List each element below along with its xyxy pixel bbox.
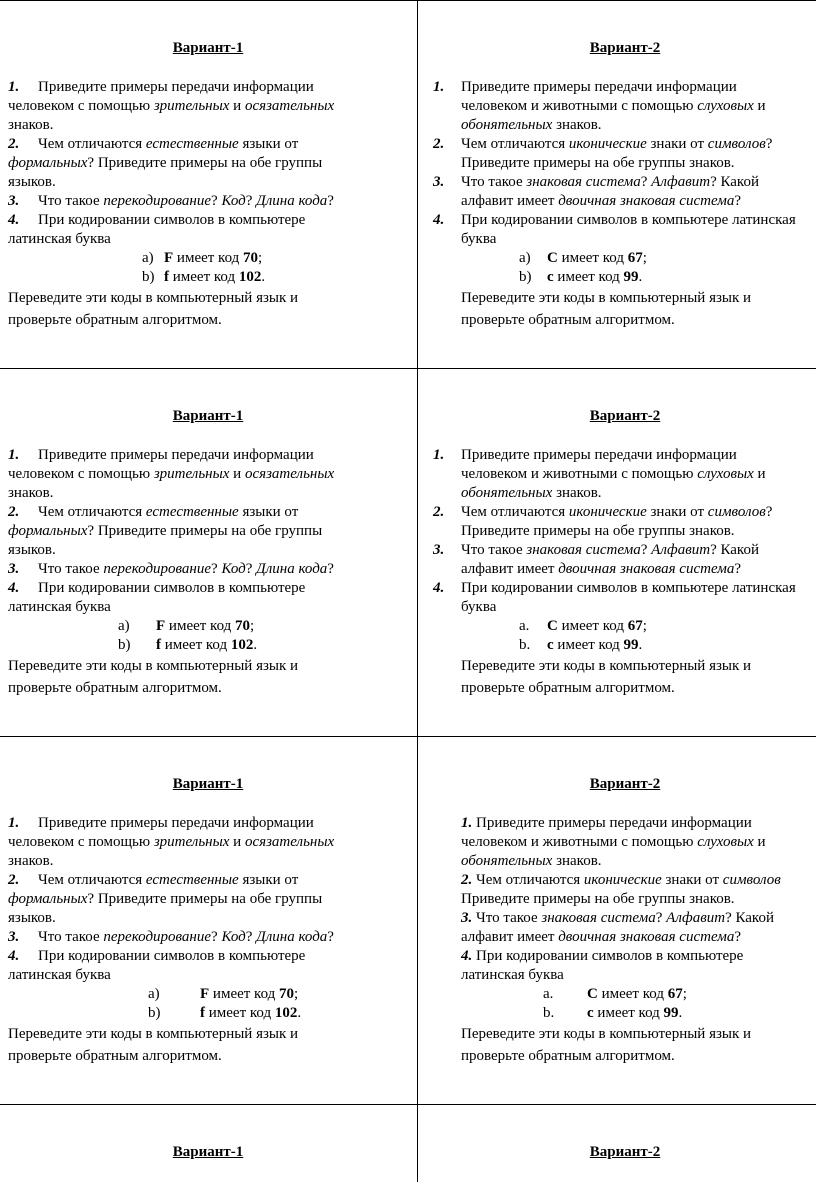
question-2: 2. Чем отличаются иконические знаки от символов	[461, 872, 781, 888]
variant1-card	[8, 0, 416, 368]
variant2-title: Вариант-2	[589, 1144, 661, 1160]
question-4: 4. При кодировании символов в компьютере	[461, 948, 744, 964]
question-2: 2. Чем отличаются иконические знаки от символов?	[433, 504, 773, 520]
variant1-questions: 1. Приведите примеры передачи информации человеком с помощью зрительных и осязательных знаков. 2. Чем отличаются естественные языки от формальных? Приведите примеры на обе группы языков. 3. Что такое перекодирование? Код? Длина кода? 4. При кодировании символов в компьютере латинская буква a) F имеет код 70; b) f имеет код 102. Переведите эти коды в компьютерный язык и проверьте обратным алгоритмом.	[8, 814, 416, 1067]
sub-item-b: b. c имеет код 99.	[543, 1005, 683, 1021]
variant1-card	[8, 1104, 416, 1182]
variant2-title: Вариант-2	[589, 408, 661, 424]
question-3: 3. Что такое перекодирование? Код? Длина кода?	[8, 193, 334, 209]
question-4: 4. При кодировании символов в компьютере	[8, 580, 306, 596]
variant1-card	[8, 736, 416, 1104]
variant2-card	[461, 1104, 816, 1182]
question-2: 2. Чем отличаются иконические знаки от символов?	[433, 136, 773, 152]
variant1-card	[8, 368, 416, 736]
question-1: 1. Приведите примеры передачи информации	[8, 815, 314, 831]
sub-item-b: b. c имеет код 99.	[519, 637, 643, 653]
variant2-questions: 1. Приведите примеры передачи информации человеком и животными с помощью слуховых и обонятельных знаков. 2. Чем отличаются иконические знаки от символов Приведите примеры на обе группы знаков. 3. Что такое знаковая система? Алфавит? Какой алфавит имеет двоичная знаковая система? 4. При кодировании символов в компьютере латинская буква a. C имеет код 67; b. c имеет код 99. Переведите эти коды в компьютерный язык и проверьте обратным алгоритмом.	[461, 814, 816, 1067]
question-4: 4. При кодировании символов в компьютере латинская	[433, 580, 796, 596]
question-2: 2. Чем отличаются естественные языки от	[8, 136, 299, 152]
variant2-title: Вариант-2	[589, 776, 661, 792]
question-1: 1. Приведите примеры передачи информации	[433, 447, 737, 463]
variant2-card	[433, 368, 816, 736]
variant2-questions: 1. Приведите примеры передачи информации человеком и животными с помощью слуховых и обонятельных знаков. 2. Чем отличаются иконические знаки от символов? Приведите примеры на обе группы знаков. 3. Что такое знаковая система? Алфавит? Какой алфавит имеет двоичная знаковая система? 4. При кодировании символов в компьютере латинская буква a. C имеет код 67; b. c имеет код 99. Переведите эти коды в компьютерный язык и проверьте обратным алгоритмом.	[461, 446, 816, 699]
variant2-card	[461, 736, 816, 1104]
variant1-title: Вариант-1	[172, 776, 244, 792]
sub-item-b: b) f имеет код 102.	[118, 637, 258, 653]
variant2-questions: 1. Приведите примеры передачи информации человеком и животными с помощью слуховых и обонятельных знаков. 2. Чем отличаются иконические знаки от символов? Приведите примеры на обе группы знаков. 3. Что такое знаковая система? Алфавит? Какой алфавит имеет двоичная знаковая система? 4. При кодировании символов в компьютере латинская буква a) C имеет код 67; b) c имеет код 99. Переведите эти коды в компьютерный язык и проверьте обратным алгоритмом.	[461, 78, 816, 331]
variant2-title: Вариант-2	[589, 40, 661, 56]
variant1-title: Вариант-1	[172, 40, 244, 56]
table-column-divider	[417, 0, 418, 1182]
question-4: 4. При кодировании символов в компьютере	[8, 948, 306, 964]
question-4: 4. При кодировании символов в компьютере латинская	[433, 212, 796, 228]
sub-item-b: b) f имеет код 102.	[142, 269, 266, 285]
variant2-card	[433, 0, 816, 368]
question-2: 2. Чем отличаются естественные языки от	[8, 872, 299, 888]
question-1: 1. Приведите примеры передачи информации	[8, 447, 314, 463]
question-3: 3. Что такое перекодирование? Код? Длина кода?	[8, 561, 334, 577]
sub-item-a: a) C имеет код 67;	[519, 250, 647, 266]
sub-item-a: a) F имеет код 70;	[142, 250, 263, 266]
question-3: 3. Что такое перекодирование? Код? Длина кода?	[8, 929, 334, 945]
question-3: 3. Что такое знаковая система? Алфавит? Какой	[461, 910, 774, 926]
sub-item-a: a) F имеет код 70;	[118, 618, 255, 634]
sub-item-a: a. C имеет код 67;	[519, 618, 647, 634]
variant1-questions: 1. Приведите примеры передачи информации человеком с помощью зрительных и осязательных знаков. 2. Чем отличаются естественные языки от формальных? Приведите примеры на обе группы языков. 3. Что такое перекодирование? Код? Длина кода? 4. При кодировании символов в компьютере латинская буква a) F имеет код 70; b) f имеет код 102. Переведите эти коды в компьютерный язык и проверьте обратным алгоритмом.	[8, 446, 416, 699]
sub-item-a: a) F имеет код 70;	[148, 986, 299, 1002]
question-1: 1. Приведите примеры передачи информации	[461, 815, 752, 831]
question-1: 1. Приведите примеры передачи информации	[433, 79, 737, 95]
question-3: 3. Что такое знаковая система? Алфавит? Какой	[433, 542, 759, 558]
sub-item-b: b) c имеет код 99.	[519, 269, 643, 285]
question-1: 1. Приведите примеры передачи информации	[8, 79, 314, 95]
variant1-title: Вариант-1	[172, 1144, 244, 1160]
question-4: 4. При кодировании символов в компьютере	[8, 212, 306, 228]
sub-item-b: b) f имеет код 102.	[148, 1005, 302, 1021]
sub-item-a: a. C имеет код 67;	[543, 986, 687, 1002]
variant1-title: Вариант-1	[172, 408, 244, 424]
question-2: 2. Чем отличаются естественные языки от	[8, 504, 299, 520]
variant1-questions: 1. Приведите примеры передачи информации человеком с помощью зрительных и осязательных знаков. 2. Чем отличаются естественные языки от формальных? Приведите примеры на обе группы языков. 3. Что такое перекодирование? Код? Длина кода? 4. При кодировании символов в компьютере латинская буква a) F имеет код 70; b) f имеет код 102. Переведите эти коды в компьютерный язык и проверьте обратным алгоритмом.	[8, 78, 416, 331]
question-3: 3. Что такое знаковая система? Алфавит? Какой	[433, 174, 759, 190]
